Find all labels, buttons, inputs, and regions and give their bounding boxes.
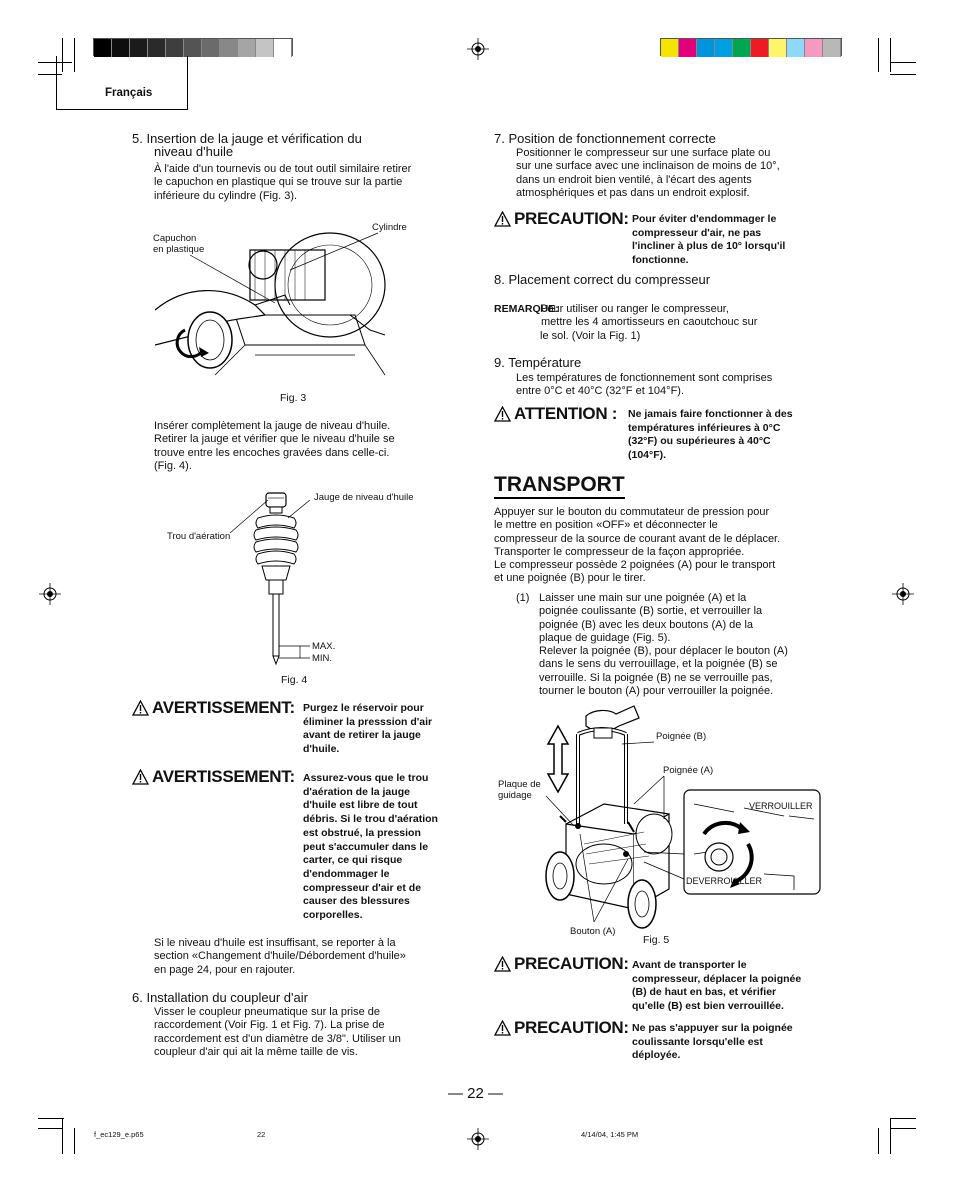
color-swatch [679, 39, 697, 57]
figure-3-leaders [150, 215, 420, 407]
warning-triangle-icon [494, 1020, 511, 1036]
label-bouton-a: Bouton (A) [570, 926, 616, 937]
warning-2-title: AVERTISSEMENT: [132, 767, 295, 787]
color-swatch [805, 39, 823, 57]
label-poignee-b: Poignée (B) [656, 731, 707, 742]
warning-1-text: Purgez le réservoir pour éliminer la presssion d'air avant de retirer la jauge d'huile. [303, 702, 433, 756]
figure-5 [494, 704, 824, 949]
gray-swatch [112, 39, 130, 57]
label-capuchon: Capuchon en plastique [153, 233, 205, 255]
label-trou-aeration: Trou d'aération [167, 531, 231, 542]
paragraph-niveau: Si le niveau d'huile est insuffisant, se reporter à la section «Changement d'huile/Débordement d'huile» en page 24, pour en rajouter. [154, 937, 406, 976]
section-9-text: Les températures de fonctionnement sont comprises entre 0°C et 40°C (32°F et 104°F). [516, 372, 773, 398]
section-7-title: 7. Position de fonctionnement correcte [494, 131, 716, 146]
warning-2-text: Assurez-vous que le trou d'aération de la jauge d'huile est libre de tout débris. Si le trou d'aération est obstrué, la pression peut s'accumuler dans le carter, ce qui risque d'endommager le compresseur d'air et de causer des blessures corporelles. [303, 772, 438, 922]
transport-item-number: (1) [516, 592, 530, 604]
gray-swatch [202, 39, 220, 57]
gray-swatch [94, 39, 112, 57]
label-max: MAX. [312, 641, 336, 652]
section-5-text: À l'aide d'un tournevis ou de tout outil similaire retirer le capuchon en plastique qui se trouve sur la partie inférieure du cylindre (Fig. 3). [154, 163, 412, 202]
color-swatch [787, 39, 805, 57]
section-5-title: 5. Insertion de la jauge et vérification du [132, 131, 362, 146]
precaution-1-text: Pour éviter d'endommager le compresseur d'air, ne pas l'incliner à plus de 10° lorsqu'il fonctionne. [632, 213, 786, 267]
remarque-text: Pour utiliser ou ranger le compresseur, mettre les 4 amortisseurs en caoutchouc sur le sol. (Voir la Fig. 1) [540, 303, 758, 342]
label-cylindre: Cylindre [372, 222, 407, 233]
section-7-text: Positionner le compresseur sur une surface plate ou sur une surface avec une inclinaison de moins de 10°, dans un endroit bien ventilé, à l'écart des agents atmosphériques et pas dans un endroit explosif. [516, 147, 780, 199]
gray-swatch [274, 39, 292, 57]
figure-3 [150, 215, 420, 407]
figure-3-caption: Fig. 3 [280, 392, 307, 404]
warning-triangle-icon [132, 700, 149, 716]
section-8-title: 8. Placement correct du compresseur [494, 272, 711, 287]
figure-4-caption: Fig. 4 [281, 674, 308, 686]
warning-triangle-icon [494, 956, 511, 972]
language-label: Français [105, 87, 153, 99]
gray-swatch [184, 39, 202, 57]
registration-mark-top [467, 38, 489, 60]
language-tab [56, 56, 188, 110]
gray-swatch [220, 39, 238, 57]
gray-swatch [148, 39, 166, 57]
registration-mark-bottom [467, 1128, 489, 1150]
registration-mark-right [892, 583, 914, 605]
label-plaque-guidage: Plaque de guidage [498, 779, 541, 801]
color-swatch [661, 39, 679, 57]
transport-item-text: Laisser une main sur une poignée (A) et la poignée coulissante (B) sortie, et verrouiller la poignée (B) avec les deux boutons (A) de la plaque de guidage (Fig. 5). Relever la poignée (B), pour déplacer le bouton (A) dans le sens du verrouillage, et la poignée (B) se verrouille. Si la poignée (B) ne se verrouille pas, tourner le bouton (A) pour verrouiller la poignée. [539, 592, 788, 698]
precaution-3-title: PRECAUTION: [494, 1018, 629, 1038]
warning-1-title: AVERTISSEMENT: [132, 698, 295, 718]
section-9-title: 9. Température [494, 355, 582, 370]
registration-mark-left [39, 583, 61, 605]
label-min: MIN. [312, 653, 333, 664]
grayscale-bar [93, 38, 293, 56]
gray-swatch [238, 39, 256, 57]
color-swatch [715, 39, 733, 57]
label-jauge: Jauge de niveau d'huile [314, 492, 414, 503]
footer-file: f_ec129_e.p65 [94, 1130, 144, 1139]
section-6-text: Visser le coupleur pneumatique sur la prise de raccordement (Voir Fig. 1 et Fig. 7). La prise de raccordement est d'un diamètre de 3/8". Utiliser un coupleur d'air qui ait la même taille de vis. [154, 1006, 401, 1058]
warning-triangle-icon [494, 211, 511, 227]
color-bar [660, 38, 842, 56]
gray-swatch [166, 39, 184, 57]
gray-swatch [256, 39, 274, 57]
precaution-3-text: Ne pas s'appuyer sur la poignée coulissante lorsqu'elle est déployée. [632, 1022, 793, 1062]
label-deverrouiller: DEVERROUILLER [686, 876, 763, 886]
transport-heading: TRANSPORT [494, 473, 625, 499]
transport-text: Appuyer sur le bouton du commutateur de pression pour le mettre en position «OFF» et déconnecter le compresseur de la source de courant avant de le déplacer. Transporter le compresseur de la façon appropriée. Le compresseur possède 2 poignées (A) pour le transport et une poignée (B) pour le tirer. [494, 506, 781, 585]
color-swatch [823, 39, 841, 57]
section-5-title-2: niveau d'huile [154, 144, 234, 159]
precaution-2-title: PRECAUTION: [494, 954, 629, 974]
gray-swatch [130, 39, 148, 57]
label-poignee-a: Poignée (A) [663, 765, 714, 776]
color-swatch [733, 39, 751, 57]
figure-4 [160, 488, 440, 688]
page-number: — 22 — [448, 1085, 504, 1102]
remarque-label: REMARQUE: [494, 303, 559, 315]
precaution-2-text: Avant de transporter le compresseur, déplacer la poignée (B) de haut en bas, et vérifier qu'elle (B) est bien verrouillée. [632, 959, 802, 1013]
warning-triangle-icon [132, 769, 149, 785]
footer-date: 4/14/04, 1:45 PM [581, 1130, 639, 1139]
color-swatch [751, 39, 769, 57]
paragraph-jauge: Insérer complètement la jauge de niveau d'huile. Retirer la jauge et vérifier que le niveau d'huile se trouve entre les encoches gravées dans celle-ci. (Fig. 4). [154, 420, 395, 472]
footer-page: 22 [257, 1130, 266, 1139]
figure-4-leaders [160, 488, 440, 688]
warning-triangle-icon [494, 406, 511, 422]
attention-title: ATTENTION : [494, 404, 617, 424]
label-verrouiller: VERROUILLER [749, 801, 813, 811]
color-swatch [769, 39, 787, 57]
attention-text: Ne jamais faire fonctionner à des températures inférieures à 0°C (32°F) ou supérieures à 40°C (104°F). [628, 408, 793, 462]
figure-5-caption: Fig. 5 [643, 934, 670, 946]
section-6-title: 6. Installation du coupleur d'air [132, 990, 308, 1005]
color-swatch [697, 39, 715, 57]
precaution-1-title: PRECAUTION: [494, 209, 629, 229]
